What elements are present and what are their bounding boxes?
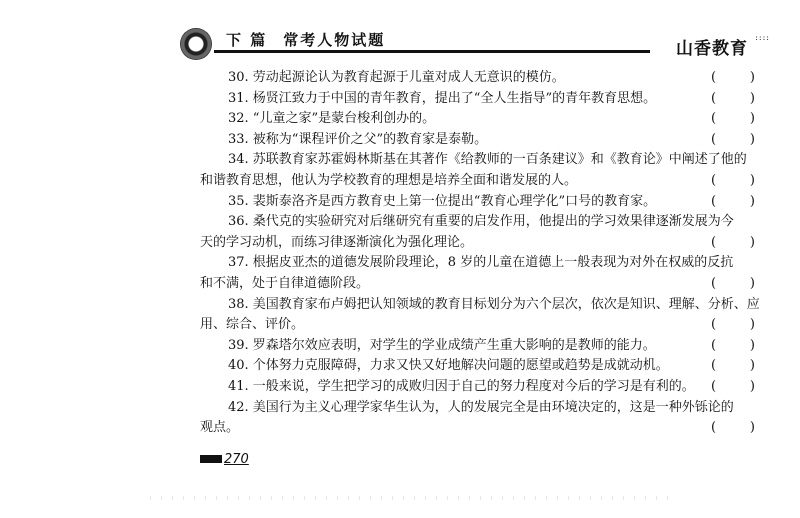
question-line: [200, 109, 760, 130]
paren-close: ): [749, 275, 755, 291]
question-line-continuation: [200, 315, 760, 336]
question-list: [200, 68, 760, 439]
brand-dots: ::::: [755, 33, 770, 42]
question-text: 和谐教育思想，他认为学校教育的理想是培养全面和谐发展的人。: [200, 172, 578, 188]
question-line-continuation: [200, 171, 760, 192]
question-text: 30. 劳动起源论认为教育起源于儿童对成人无意识的模仿。: [228, 70, 565, 85]
answer-blank[interactable]: [711, 68, 755, 89]
paren-close: ): [749, 378, 755, 394]
paren-close: ): [749, 193, 755, 209]
paren-close: ): [749, 111, 755, 127]
paren-close: ): [749, 70, 755, 85]
question-line: [200, 68, 760, 89]
question-text: 35. 裴斯泰洛齐是西方教育史上第一位提出“教育心理学化”口号的教育家。: [228, 193, 657, 209]
paren-open: (: [711, 317, 717, 333]
answer-blank[interactable]: [711, 315, 755, 336]
page-number: 270: [224, 452, 249, 467]
question-text: 36. 桑代克的实验研究对后继研究有重要的启发作用，他提出的学习效果律逐渐发展为今: [228, 214, 734, 230]
answer-blank[interactable]: [711, 89, 755, 110]
question-line: [200, 212, 760, 233]
answer-blank[interactable]: [711, 109, 755, 130]
question-text: 天的学习动机，而练习律逐渐演化为强化理论。: [200, 234, 474, 250]
paren-open: (: [711, 275, 717, 291]
paren-close: ): [749, 172, 755, 188]
scan-noise: [150, 496, 670, 500]
paren-open: (: [711, 337, 717, 353]
question-text: 用、综合、评价。: [200, 317, 305, 333]
question-line: [200, 89, 760, 110]
paren-open: (: [711, 234, 717, 250]
question-text: 39. 罗森塔尔效应表明，对学生的学业成绩产生重大影响的是教师的能力。: [228, 337, 656, 353]
question-text: 观点。: [200, 420, 240, 436]
question-text: 37. 根据皮亚杰的道德发展阶段理论，8 岁的儿童在道德上一般表现为对外在权威的反抗: [228, 255, 734, 271]
paren-open: (: [711, 90, 717, 106]
paren-open: (: [711, 131, 717, 147]
question-text: 34. 苏联教育家苏霍姆林斯基在其著作《给教师的一百条建议》和《教育论》中阐述了他的: [228, 152, 747, 168]
question-line: [200, 150, 760, 171]
answer-blank[interactable]: [711, 377, 755, 398]
page-footer: [200, 452, 249, 467]
question-line: [200, 356, 760, 377]
question-line-continuation: [200, 418, 760, 439]
answer-blank[interactable]: [711, 274, 755, 295]
question-text: 和不满，处于自律道德阶段。: [200, 275, 370, 291]
chapter-title: 常考人物试题: [283, 31, 386, 49]
question-text: 33. 被称为“课程评价之父”的教育家是泰勒。: [228, 131, 488, 147]
question-line: [200, 253, 760, 274]
paren-open: (: [711, 111, 717, 127]
logo-seal-icon: [180, 28, 212, 60]
paren-open: (: [711, 378, 717, 394]
question-line: [200, 377, 760, 398]
paren-close: ): [749, 358, 755, 374]
paren-close: ): [749, 90, 755, 106]
section-label: 下 篇: [226, 31, 268, 49]
paren-close: ): [749, 420, 755, 436]
question-text: 31. 杨贤江致力于中国的青年教育，提出了“全人生指导”的青年教育思想。: [228, 90, 657, 106]
answer-blank[interactable]: [711, 171, 755, 192]
question-text: 41. 一般来说，学生把学习的成败归因于自己的努力程度对今后的学习是有利的。: [228, 378, 695, 394]
question-text: 40. 个体努力克服障碍，力求又快又好地解决问题的愿望或趋势是成就动机。: [228, 358, 669, 374]
header-rule: [214, 50, 650, 53]
answer-blank[interactable]: [711, 192, 755, 213]
answer-blank[interactable]: [711, 233, 755, 254]
question-line-continuation: [200, 274, 760, 295]
paren-open: (: [711, 193, 717, 209]
question-text: 32. “儿童之家”是蒙台梭利创办的。: [228, 111, 436, 127]
paren-close: ): [749, 337, 755, 353]
question-line: [200, 398, 760, 419]
answer-blank[interactable]: [711, 336, 755, 357]
question-line-continuation: [200, 233, 760, 254]
paren-open: (: [711, 172, 717, 188]
paren-close: ): [749, 317, 755, 333]
paren-open: (: [711, 70, 717, 85]
paren-close: ): [749, 131, 755, 147]
footer-mark-icon: [200, 455, 222, 463]
paren-close: ): [749, 234, 755, 250]
brand-name: 山香教育: [676, 39, 748, 59]
question-line: [200, 130, 760, 151]
header-title: [226, 29, 385, 50]
answer-blank[interactable]: [711, 130, 755, 151]
page-header: [180, 28, 770, 60]
paren-open: (: [711, 420, 717, 436]
question-text: 38. 美国教育家布卢姆把认知领域的教育目标划分为六个层次，依次是知识、理解、分析、应: [228, 296, 760, 312]
paren-open: (: [711, 358, 717, 374]
question-line: [200, 336, 760, 357]
question-text: 42. 美国行为主义心理学家华生认为，人的发展完全是由环境决定的，这是一种外铄论的: [228, 399, 734, 415]
question-line: [200, 192, 760, 213]
question-line: [200, 295, 760, 316]
answer-blank[interactable]: [711, 418, 755, 439]
answer-blank[interactable]: [711, 356, 755, 377]
